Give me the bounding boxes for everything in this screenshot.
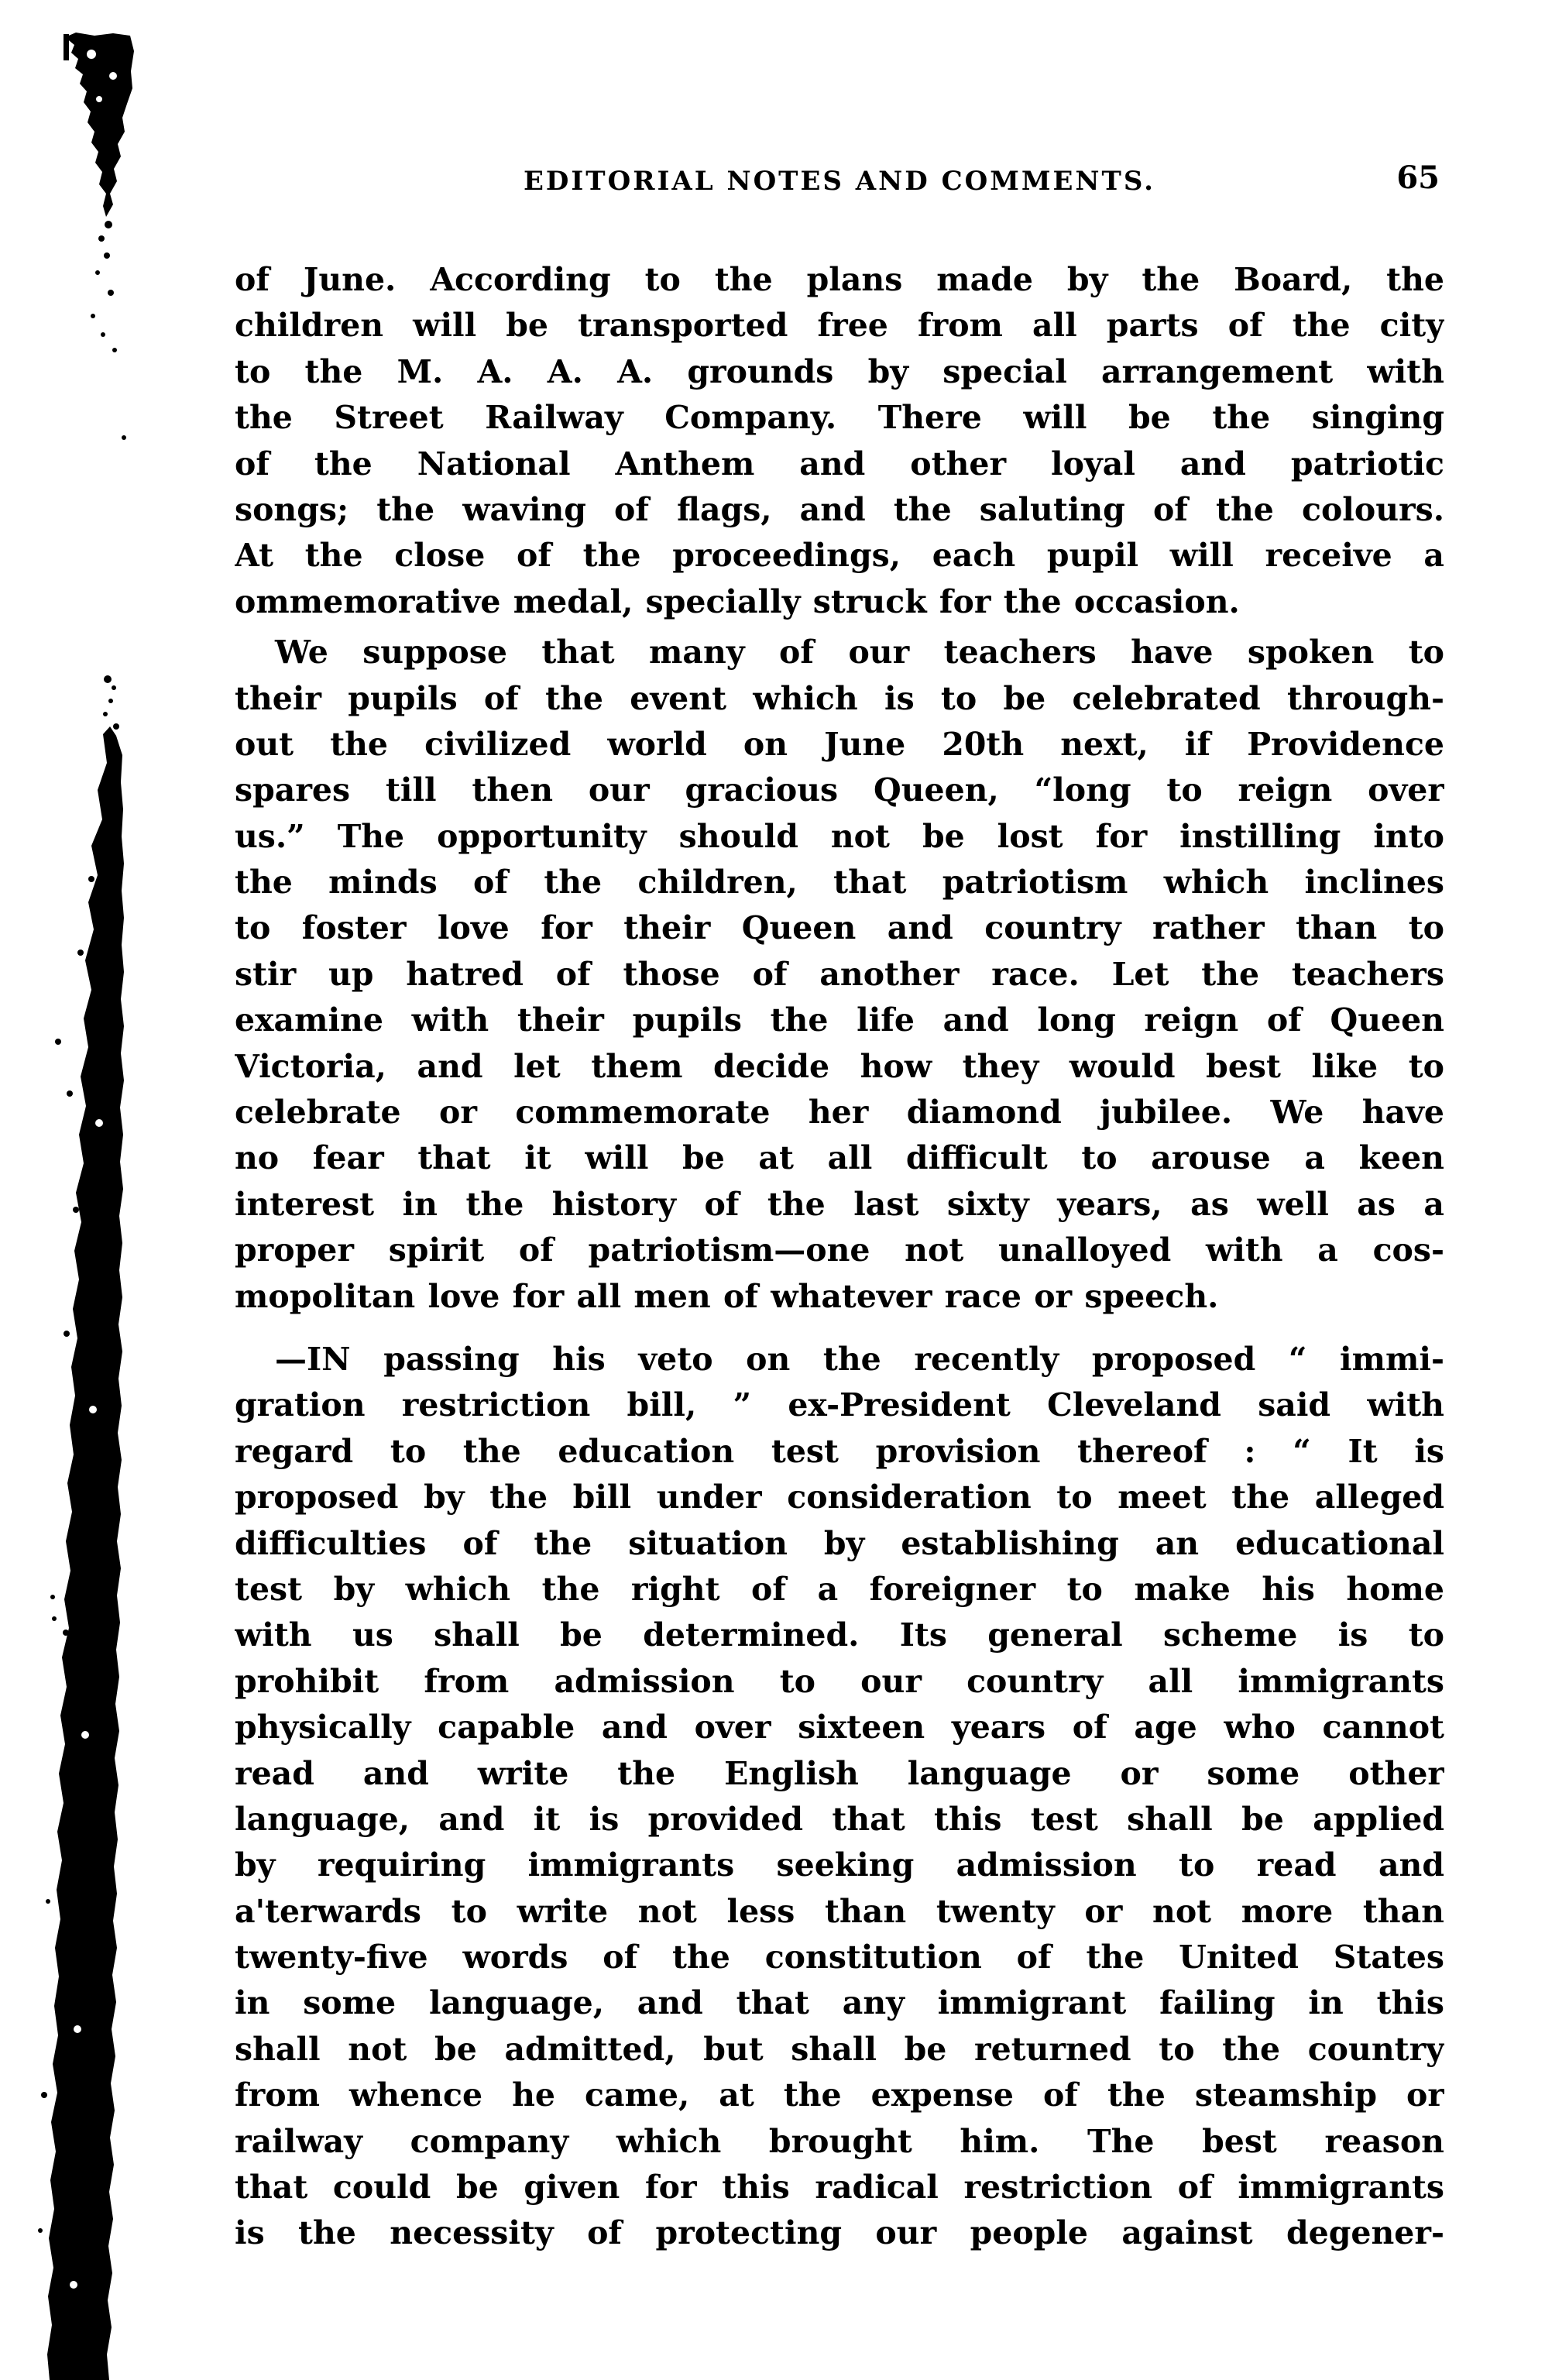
text-line: proper spirit of patriotism—one not unalloyed with a cos- <box>235 1231 1444 1269</box>
gutter-shadow-artifact <box>38 699 124 2380</box>
text-line: is the necessity of protecting our people against degener- <box>235 2214 1444 2252</box>
text-line: regard to the education test provision thereof : “ It is <box>235 1432 1444 1470</box>
text-line: celebrate or commemorate her diamond jubilee. We have <box>235 1094 1444 1132</box>
text-line: us.” The opportunity should not be lost for instilling into <box>235 817 1444 855</box>
body-text <box>235 257 1444 2257</box>
text-line: with us shall be determined. Its general scheme is to <box>235 1616 1444 1654</box>
text-line: We suppose that many of our teachers have spoken to <box>275 634 1444 671</box>
text-line: songs; the waving of flags, and the saluting of the colours. <box>235 490 1444 528</box>
text-line: out the civilized world on June 20th next, if Providence <box>235 725 1444 763</box>
text-line: twenty-five words of the constitution of the United States <box>235 1939 1444 1976</box>
text-line: railway company which brought him. The best reason <box>235 2122 1444 2160</box>
text-line: the Street Railway Company. There will be the singing <box>235 399 1444 437</box>
text-line: a'terwards to write not less than twenty or not more than <box>235 1892 1444 1930</box>
text-line: —IN passing his veto on the recently proposed “ immi- <box>275 1340 1444 1378</box>
text-line: stir up hatred of those of another race. Let the teachers <box>235 955 1444 993</box>
text-line: test by which the right of a foreigner to make his home <box>235 1570 1444 1608</box>
text-line: mopolitan love for all men of whatever race or speech. <box>235 1277 1219 1315</box>
text-line: to the M. A. A. A. grounds by special arrangement with <box>235 352 1444 390</box>
text-line: gration restriction bill, ” ex-President Cleveland said with <box>235 1386 1444 1424</box>
text-line: no fear that it will be at all difficult to arouse a keen <box>235 1139 1444 1177</box>
text-line: children will be transported free from all parts of the city <box>235 307 1444 345</box>
text-line: by requiring immigrants seeking admission to read and <box>235 1846 1444 1884</box>
paragraph <box>235 257 1444 625</box>
text-line: their pupils of the event which is to be celebrated through- <box>235 679 1444 717</box>
text-line: to foster love for their Queen and country rather than to <box>235 909 1444 947</box>
text-line: language, and it is provided that this test shall be applied <box>235 1800 1444 1838</box>
text-line: read and write the English language or some other <box>235 1754 1444 1792</box>
text-line: of the National Anthem and other loyal and patriotic <box>235 445 1444 483</box>
text-line: that could be given for this radical restriction of immigrants <box>235 2169 1444 2207</box>
text-line: Victoria, and let them decide how they would best like to <box>235 1047 1444 1085</box>
text-line: proposed by the bill under consideration to meet the alleged <box>235 1478 1444 1516</box>
text-line: of June. According to the plans made by the Board, the <box>235 261 1444 298</box>
text-line: shall not be admitted, but shall be returned to the country <box>235 2030 1444 2068</box>
text-line: interest in the history of the last sixty years, as well as a <box>235 1185 1444 1223</box>
text-line: At the close of the proceedings, each pupil will receive a <box>235 537 1444 575</box>
ink-blob-artifact <box>64 33 134 440</box>
paragraph <box>235 630 1444 1320</box>
text-line: difficulties of the situation by establishing an educational <box>235 1524 1444 1562</box>
text-line: examine with their pupils the life and long reign of Queen <box>235 1001 1444 1039</box>
text-line: ommemorative medal, specially struck for the occasion. <box>235 582 1240 620</box>
text-line: spares till then our gracious Queen, “long to reign over <box>235 771 1444 809</box>
paragraph <box>235 1337 1444 2257</box>
ink-speck <box>104 675 116 690</box>
text-line: from whence he came, at the expense of the steamship or <box>235 2076 1444 2114</box>
text-line: physically capable and over sixteen years of age who cannot <box>235 1709 1444 1746</box>
text-line: in some language, and that any immigrant failing in this <box>235 1984 1444 2022</box>
page-number: 65 <box>1396 160 1440 196</box>
page-header <box>235 160 1444 201</box>
page-header-title: EDITORIAL NOTES AND COMMENTS. <box>523 166 1155 197</box>
text-line: the minds of the children, that patriotism which inclines <box>235 864 1444 902</box>
text-line: prohibit from admission to our country all immigrants <box>235 1662 1444 1700</box>
